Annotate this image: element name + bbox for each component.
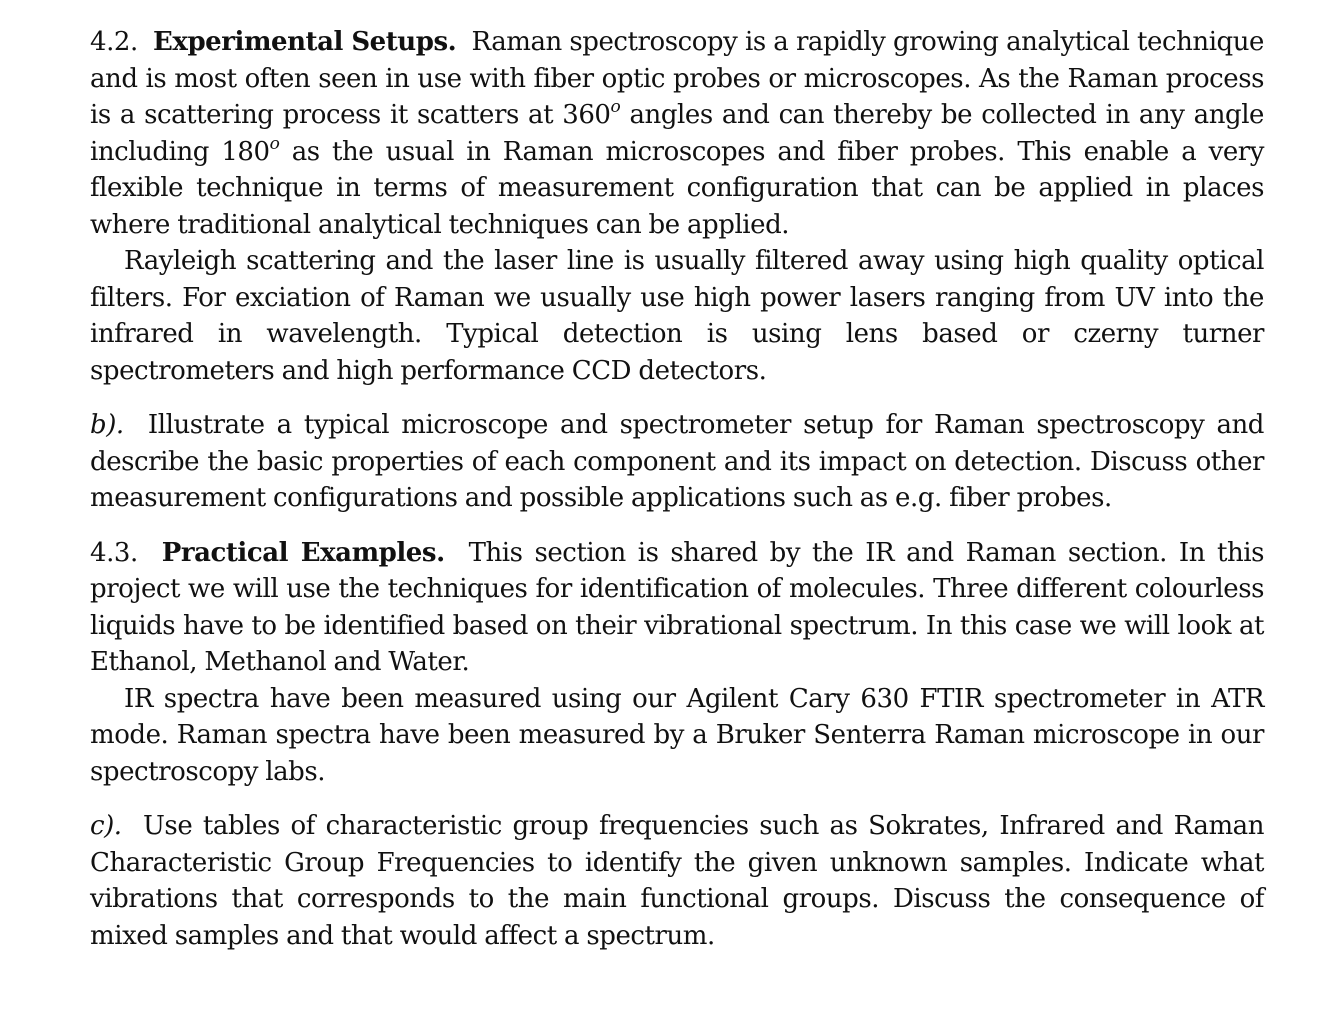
task-b-paragraph [90,407,1264,517]
section-4-2-paragraph-1 [90,24,1264,243]
degree-superscript-180: o [269,133,280,154]
section-4-2-number: 4.2. [90,27,138,57]
section-4-3-paragraph-2: IR spectra have been measured using our Agilent Cary 630 FTIR spectrometer in ATR mode. Raman spectra have been measured by a Bruker Senterra Raman microscope in our spectroscopy labs. [90,683,1264,787]
task-c-text: Use tables of characteristic group frequencies such as Sokrates, Infrared and Raman Characteristic Group Frequencies to identify the given unknown samples. Indicate what vibrations that corresponds to the main functional groups. Discuss the consequence of mixed samples and that would affect a spectrum. [90,811,1264,951]
task-c-label: c). [90,811,122,841]
section-4-2-text-c: as the usual in Raman microscopes and fiber probes. This enable a very flexible technique in terms of measurement configuration that can be applied in places where traditional analytical techniques can be applied. [90,136,1264,240]
section-4-3-title: Practical Examples. [161,537,445,568]
section-4-2-text-b: angles and can thereby be collected in any angle including 180 [90,100,1264,167]
section-4-3-text: This section is shared by the IR and Raman section. In this project we will use the techniques for identification of molecules. Three different colourless liquids have to be identified based on their vibrational spectrum. In this case we will look at Ethanol, Methanol and Water. [90,537,1265,677]
document-page [90,24,1264,954]
task-b-label: b). [90,410,124,440]
section-4-3-paragraph-1 [90,535,1264,681]
section-4-2-paragraph-2: Rayleigh scattering and the laser line is usually filtered away using high quality optical filters. For exciation of Raman we usually use high power lasers ranging from UV into the infrared in wavelength. Typical detection is using lens based or czerny turner spectrometers and high performance CCD detectors. [90,246,1264,386]
section-4-2-text-a: Raman spectroscopy is a rapidly growing analytical technique and is most often seen in use with fiber optic probes or microscopes. As the Raman process is a scattering process it scatters at 360 [90,27,1264,130]
section-4-2-title: Experimental Setups. [153,27,457,57]
degree-superscript-360: o [610,97,621,117]
task-b-text: Illustrate a typical microscope and spectrometer setup for Raman spectroscopy and describe the basic properties of each component and its impact on detection. Discuss other measurement configurations and possible applications such as e.g. fiber probes. [90,410,1264,513]
section-4-3-number: 4.3. [90,537,138,568]
task-c-paragraph [90,808,1264,954]
